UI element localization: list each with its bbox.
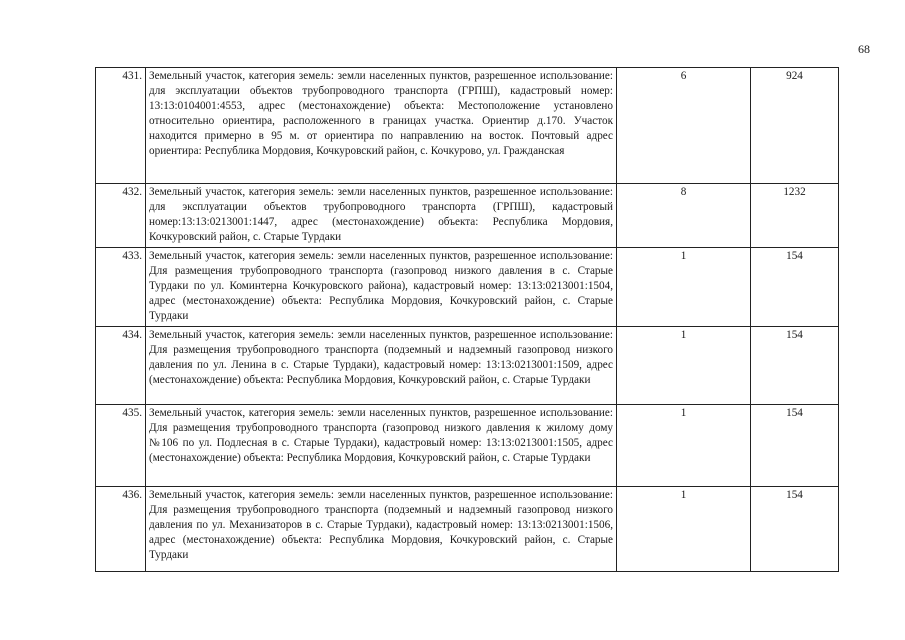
row-value-b: 154 [751, 405, 839, 487]
row-value-a: 1 [617, 405, 751, 487]
table-row [96, 327, 839, 405]
table-row [96, 184, 839, 248]
page-number: 68 [858, 42, 870, 56]
land-plots-table [95, 67, 839, 572]
plot-description: Земельный участок, категория земель: земли населенных пунктов, разрешенное использование: для эксплуатации объектов трубопроводного транспорта (ГРПШ), кадастровый номер: 13:13:0104001:4553, адрес (местонахождение) объекта: Местоположение установлено относительно ориентира, расположенного в границах участка. Ориентир д.170. Участок находится примерно в 95 м. от ориентира по направлению на восток. Почтовый адрес ориентира: Республика Мордовия, Кочкуровский район, с. Кочкурово, ул. Гражданская [146, 68, 617, 184]
row-value-a: 1 [617, 248, 751, 327]
row-value-b: 154 [751, 487, 839, 572]
table-row [96, 405, 839, 487]
row-value-b: 154 [751, 327, 839, 405]
row-value-a: 6 [617, 68, 751, 184]
row-value-a: 1 [617, 487, 751, 572]
row-value-b: 154 [751, 248, 839, 327]
row-number: 434. [96, 327, 146, 405]
row-number: 436. [96, 487, 146, 572]
row-number: 433. [96, 248, 146, 327]
table-row [96, 248, 839, 327]
row-value-b: 1232 [751, 184, 839, 248]
row-value-a: 8 [617, 184, 751, 248]
table-row [96, 68, 839, 184]
row-number: 435. [96, 405, 146, 487]
plot-description: Земельный участок, категория земель: земли населенных пунктов, разрешенное использование: Для размещения трубопроводного транспорта (газопровод низкого давления в с. Старые Турдаки по ул. Коминтерна Кочкуровского района), кадастровый номер: 13:13:0213001:1504, адрес (местонахождение) объекта: Республика Мордовия, Кочкуровский район, с. Старые Турдаки [146, 248, 617, 327]
row-number: 432. [96, 184, 146, 248]
table-row [96, 487, 839, 572]
row-number: 431. [96, 68, 146, 184]
row-value-a: 1 [617, 327, 751, 405]
plot-description: Земельный участок, категория земель: земли населенных пунктов, разрешенное использование: для эксплуатации объектов трубопроводного транспорта (ГРПШ), кадастровый номер:13:13:0213001:1447, адрес (местонахождение) объекта: Республика Мордовия, Кочкуровский район, с. Старые Турдаки [146, 184, 617, 248]
row-value-b: 924 [751, 68, 839, 184]
plot-description: Земельный участок, категория земель: земли населенных пунктов, разрешенное использование: Для размещения трубопроводного транспорта (газопровод низкого давления к жилому дому №106 по ул. Подлесная в с. Старые Турдаки), кадастровый номер: 13:13:0213001:1505, адрес (местонахождение) объекта: Республика Мордовия, Кочкуровский район, с. Старые Турдаки [146, 405, 617, 487]
plot-description: Земельный участок, категория земель: земли населенных пунктов, разрешенное использование: Для размещения трубопроводного транспорта (подземный и надземный газопровод низкого давления по ул. Ленина в с. Старые Турдаки), кадастровый номер: 13:13:0213001:1509, адрес (местонахождение) объекта: Республика Мордовия, Кочкуровский район, с. Старые Турдаки [146, 327, 617, 405]
plot-description: Земельный участок, категория земель: земли населенных пунктов, разрешенное использование: Для размещения трубопроводного транспорта (подземный и надземный газопровод низкого давления по ул. Механизаторов в с. Старые Турдаки), кадастровый номер: 13:13:0213001:1506, адрес (местонахождение) объекта: Республика Мордовия, Кочкуровский район, с. Старые Турдаки [146, 487, 617, 572]
